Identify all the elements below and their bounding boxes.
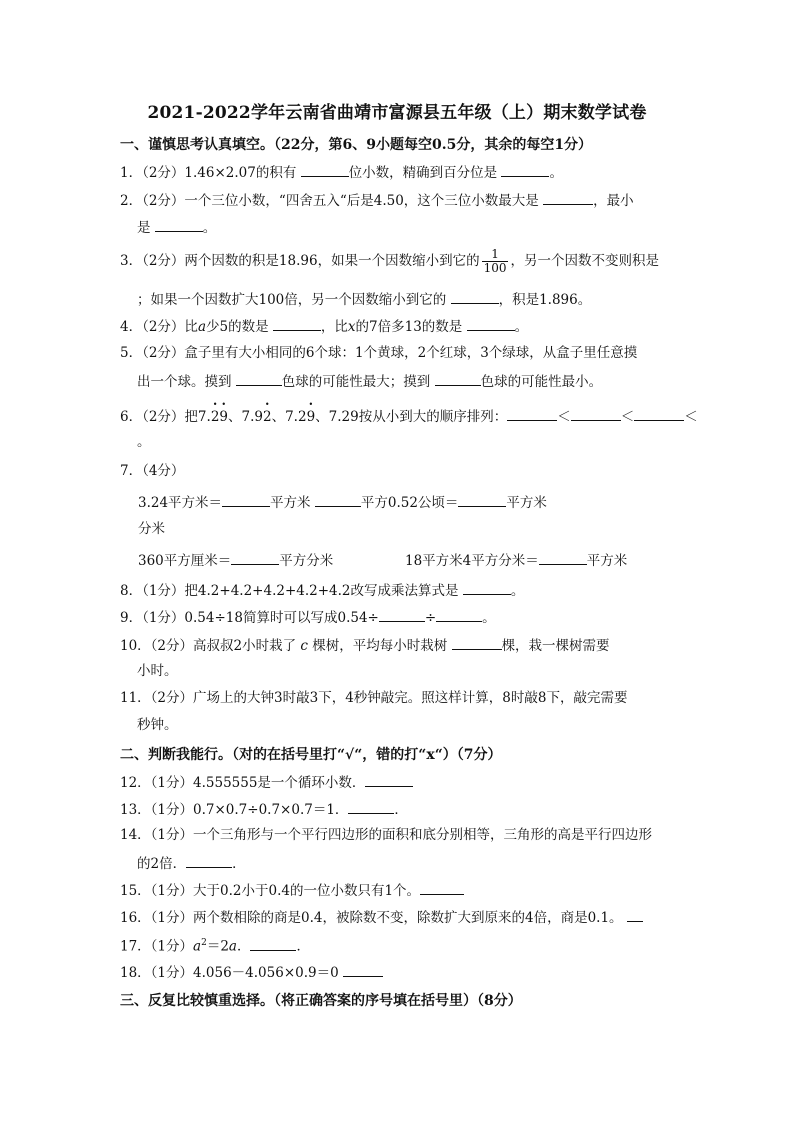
question-3: 3．（2分）两个因数的积是18.96，如果一个因数缩小到它的 $\frac{1}{100}$ ，另一个因数不变则积是 — [120, 247, 659, 275]
answer-blank[interactable] — [571, 406, 621, 421]
answer-blank[interactable] — [539, 550, 587, 565]
question-6-line-2: 。 — [137, 434, 151, 450]
section-2-heading: 二、判断我能行。（对的在括号里打“√“，错的打“x“）（7分） — [120, 747, 502, 763]
question-9: 9．（1分）0.54÷18简算时可以写成0.54÷ ÷ 。 — [120, 607, 496, 627]
answer-blank[interactable] — [501, 162, 549, 177]
answer-blank[interactable] — [348, 799, 394, 814]
question-11: 11．（2分）广场上的大钟3时敲3下，4秒钟敲完。照这样计算，8时敲8下，敲完需要 — [120, 690, 628, 706]
question-11-line-2: 秒钟。 — [137, 717, 178, 733]
answer-blank[interactable] — [343, 962, 383, 977]
answer-blank[interactable] — [507, 406, 557, 421]
question-8: 8．（1分）把4.2+4.2+4.2+4.2+4.2改写成乘法算式是 。 — [120, 580, 524, 600]
question-2: 2．（2分）一个三位小数，“四舍五入“后是4.50，这个三位小数最大是 ，最小 — [120, 190, 634, 210]
answer-blank[interactable] — [634, 406, 684, 421]
answer-blank[interactable] — [379, 607, 425, 622]
question-7-row-1-wrap: 分米 — [138, 521, 165, 537]
question-6: 6．（2分）把7.• 2• 9、7.9• 2、7.2• 9、7.29按从小到大的顺序排列： ＜ ＜ ＜ — [120, 406, 698, 426]
answer-blank[interactable] — [365, 772, 413, 787]
question-2-line-2: 是 。 — [137, 217, 216, 237]
question-3-line-2: ；如果一个因数扩大100倍，另一个因数缩小到它的 ，积是1.896。 — [137, 289, 591, 309]
question-18: 18．（1分）4.056－4.056×0.9＝0 — [120, 962, 383, 982]
answer-blank[interactable] — [155, 217, 203, 232]
question-7-row-2: 360平方厘米＝ 平方分米 — [138, 550, 333, 570]
question-7-row-1: 3.24平方米＝ 平方米 平方0.52公顷＝ 平方米 — [138, 492, 547, 512]
answer-blank[interactable] — [250, 936, 296, 951]
answer-blank[interactable] — [273, 316, 321, 331]
question-13: 13．（1分）0.7×0.7÷0.7×0.7＝1． ． — [120, 799, 408, 819]
answer-blank[interactable] — [627, 907, 643, 922]
question-5-line-2: 出一个球。摸到 色球的可能性最大；摸到 色球的可能性最小。 — [137, 371, 602, 391]
question-5: 5．（2分）盒子里有大小相同的6个球：1个黄球，2个红球，3个绿球，从盒子里任意摸 — [120, 345, 638, 361]
repeating-digit: • 9 — [307, 408, 316, 426]
page-title: 2021-2022学年云南省曲靖市富源县五年级（上）期末数学试卷 — [147, 103, 647, 123]
answer-blank[interactable] — [315, 492, 361, 507]
answer-blank[interactable] — [458, 492, 506, 507]
question-7: 7．（4分） — [120, 463, 185, 479]
question-10: 10．（2分）高叔叔2小时栽了 c 棵树，平均每小时栽树 棵，栽一棵树需要 — [120, 635, 610, 655]
answer-blank[interactable] — [231, 550, 279, 565]
question-16: 16．（1分）两个数相除的商是0.4，被除数不变，除数扩大到原来的4倍，商是0.1。 — [120, 907, 643, 927]
answer-blank[interactable] — [186, 853, 232, 868]
answer-blank[interactable] — [451, 289, 499, 304]
answer-blank[interactable] — [222, 492, 270, 507]
question-17: 17．（1分）$a^2=2a$． ． — [120, 934, 310, 956]
answer-blank[interactable] — [301, 162, 349, 177]
question-1: 1．（2分）1.46×2.07的积有 位小数，精确到百分位是 。 — [120, 162, 563, 182]
answer-blank[interactable] — [467, 316, 515, 331]
repeating-digit: • 2 — [211, 408, 220, 426]
repeating-digit: • 2 — [263, 408, 272, 426]
question-7-row-2-right: 18平方米4平方分米＝ 平方米 — [405, 550, 627, 570]
answer-blank[interactable] — [435, 371, 481, 386]
fraction: $\frac{1}{100}$ — [483, 247, 507, 275]
repeating-digit: • 9 — [219, 408, 228, 426]
answer-blank[interactable] — [436, 607, 482, 622]
answer-blank[interactable] — [420, 880, 464, 895]
question-14: 14．（1分）一个三角形与一个平行四边形的面积和底分别相等，三角形的高是平行四边形 — [120, 827, 653, 843]
section-3-heading: 三、反复比较慎重选择。（将正确答案的序号填在括号里）（8分） — [120, 993, 522, 1009]
question-4: 4．（2分）比a少5的数是 ，比x的7倍多13的数是 。 — [120, 316, 528, 336]
answer-blank[interactable] — [236, 371, 282, 386]
question-12: 12．（1分）4.555555是一个循环小数． — [120, 772, 413, 792]
answer-blank[interactable] — [463, 580, 511, 595]
answer-blank[interactable] — [543, 190, 593, 205]
answer-blank[interactable] — [452, 635, 502, 650]
section-1-heading: 一、谨慎思考认真填空。（22分，第6、9小题每空0.5分，其余的每空1分） — [120, 137, 593, 153]
question-10-line-2: 小时。 — [137, 663, 178, 679]
question-15: 15．（1分）大于0.2小于0.4的一位小数只有1个。 — [120, 880, 464, 900]
question-14-line-2: 的2倍． ． — [137, 853, 246, 873]
